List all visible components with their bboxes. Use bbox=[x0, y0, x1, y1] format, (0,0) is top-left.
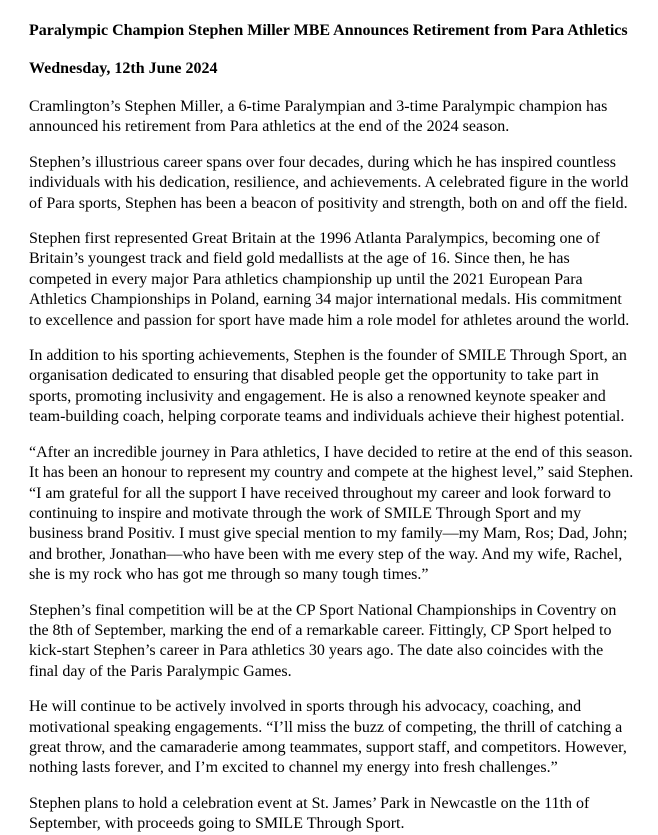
paragraph-quote: “After an incredible journey in Para athletics, I have decided to retire at the end of this season. It has been an honour to represent my country and compete at the highest level,” said Stephen. “I am grateful for all the support I have received throughout my career and look forward to continuing to inspire and motivate through the work of SMILE Through Sport and my business brand Positiv. I must give special mention to my family—my Mam, Ros; Dad, John; and brother, Jonathan—who have been with me every step of the way. And my wife, Rachel, she is my rock who has got me through so many tough times.” bbox=[29, 443, 634, 584]
paragraph-history: Stephen first represented Great Britain at the 1996 Atlanta Paralympics, becoming one of Britain’s youngest track and field gold medallists at the age of 16. Since then, he has competed in every major Para athletics championship up until the 2021 European Para Athletics Championships in Poland, earning 34 major international medals. His commitment to excellence and passion for sport have made him a role model for athletes around the world. bbox=[29, 230, 630, 329]
paragraph-celebration: Stephen plans to hold a celebration event at St. James’ Park in Newcastle on the 11th of September, with proceeds going to SMILE Through Sport. bbox=[29, 794, 590, 833]
paragraph-career: Stephen’s illustrious career spans over four decades, during which he has inspired countless individuals with his dedication, resilience, and achievements. A celebrated figure in the world of Para sports, Stephen has been a beacon of positivity and strength, both on and off the field. bbox=[29, 153, 629, 212]
paragraph-intro: Cramlington’s Stephen Miller, a 6-time Paralympian and 3-time Paralympic champion has announced his retirement from Para athletics at the end of the 2024 season. bbox=[29, 98, 608, 136]
publication-date: Wednesday, 12th June 2024 bbox=[29, 60, 218, 77]
paragraph-smile-through-sport: In addition to his sporting achievements, Stephen is the founder of SMILE Through Sport, an organisation dedicated to ensuring that disabled people get the opportunity to take part in sports, promoting inclusivity and engagement. He is also a renowned keynote speaker and team-building coach, helping corporate teams and individuals achieve their highest potential. bbox=[29, 347, 627, 426]
headline: Paralympic Champion Stephen Miller MBE Announces Retirement from Para Athletics bbox=[29, 22, 628, 39]
paragraph-future: He will continue to be actively involved in sports through his advocacy, coaching, and motivational speaking engagements. “I’ll miss the buzz of competing, the thrill of catching a great throw, and the camaraderie among teammates, support staff, and competitors. However, nothing lasts forever, and I’m excited to channel my energy into fresh challenges.” bbox=[29, 698, 627, 777]
paragraph-final-competition: Stephen’s final competition will be at the CP Sport National Championships in Coventry on the 8th of September, marking the end of a remarkable career. Fittingly, CP Sport helped to kick-start Stephen’s career in Para athletics 30 years ago. The date also coincides with the final day of the Paris Paralympic Games. bbox=[29, 601, 617, 680]
